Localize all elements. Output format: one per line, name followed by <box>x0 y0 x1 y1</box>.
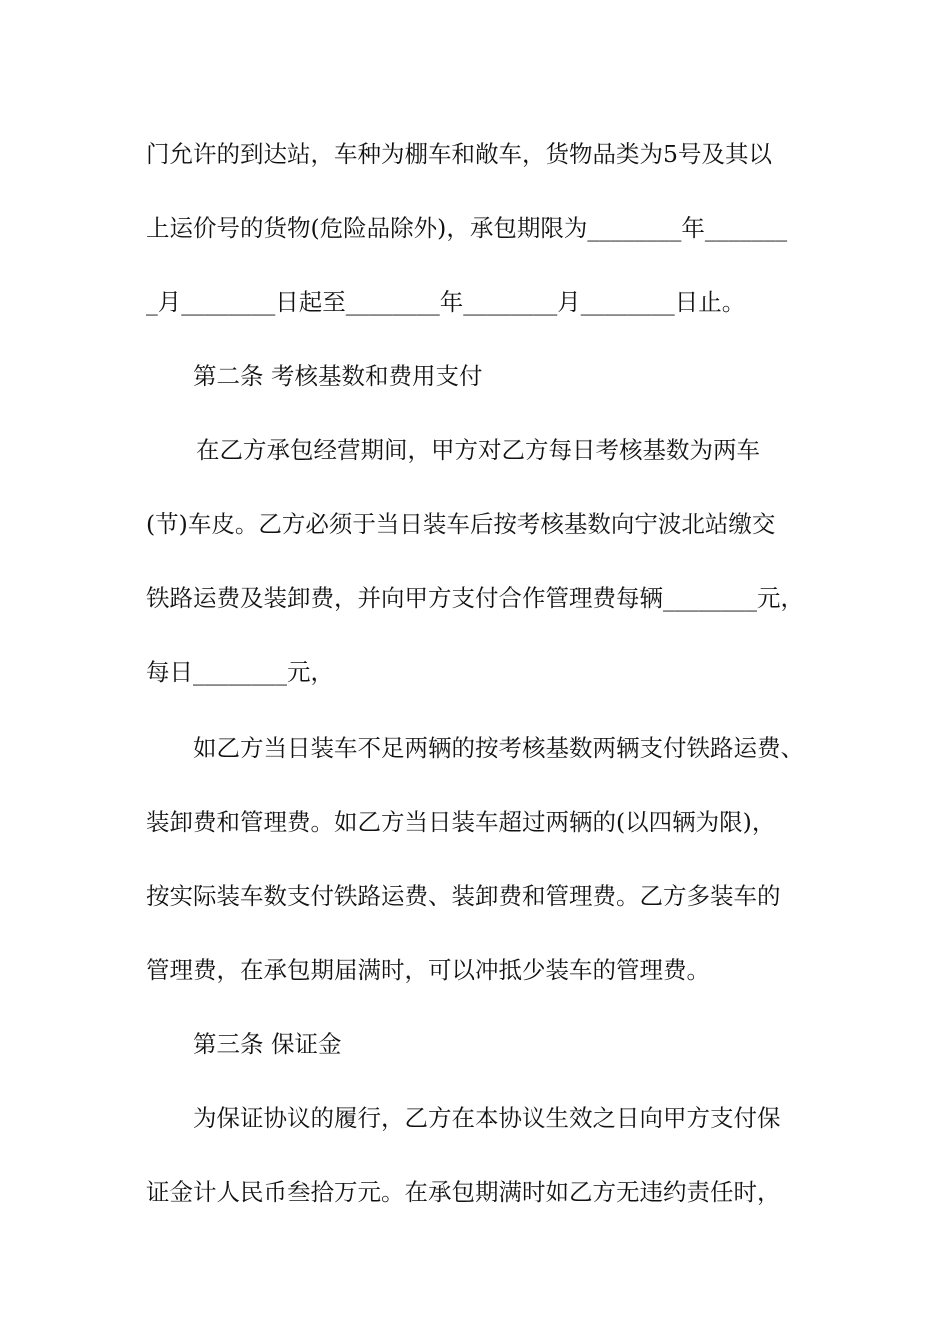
paragraph-line-12: 管理费，在承包期届满时，可以冲抵少装车的管理费。 <box>146 956 710 984</box>
paragraph-line-2: 上运价号的货物(危险品除外)，承包期限为________年_______ <box>146 214 788 242</box>
paragraph-line-15: 证金计人民币叁拾万元。在承包期满时如乙方无违约责任时， <box>146 1178 781 1206</box>
paragraph-line-1: 门允许的到达站，车种为棚车和敞车，货物品类为5号及其以 <box>146 140 772 168</box>
paragraph-line-14: 为保证协议的履行，乙方在本协议生效之日向甲方支付保 <box>193 1104 781 1132</box>
section-heading-article-3: 第三条 保证金 <box>193 1030 342 1058</box>
paragraph-line-9: 如乙方当日装车不足两辆的按考核基数两辆支付铁路运费、 <box>193 734 804 762</box>
paragraph-line-11: 按实际装车数支付铁路运费、装卸费和管理费。乙方多装车的 <box>146 882 781 910</box>
paragraph-line-3: _月________日起至________年________月________日止。 <box>146 288 746 316</box>
paragraph-line-5: 在乙方承包经营期间，甲方对乙方每日考核基数为两车 <box>196 436 760 464</box>
paragraph-line-8: 每日________元， <box>146 658 334 686</box>
section-heading-article-2: 第二条 考核基数和费用支付 <box>193 362 483 390</box>
paragraph-line-7: 铁路运费及装卸费，并向甲方支付合作管理费每辆________元， <box>146 584 804 612</box>
paragraph-line-6: (节)车皮。乙方必须于当日装车后按考核基数向宁波北站缴交 <box>146 510 776 538</box>
paragraph-line-10: 装卸费和管理费。如乙方当日装车超过两辆的(以四辆为限)， <box>146 808 776 836</box>
